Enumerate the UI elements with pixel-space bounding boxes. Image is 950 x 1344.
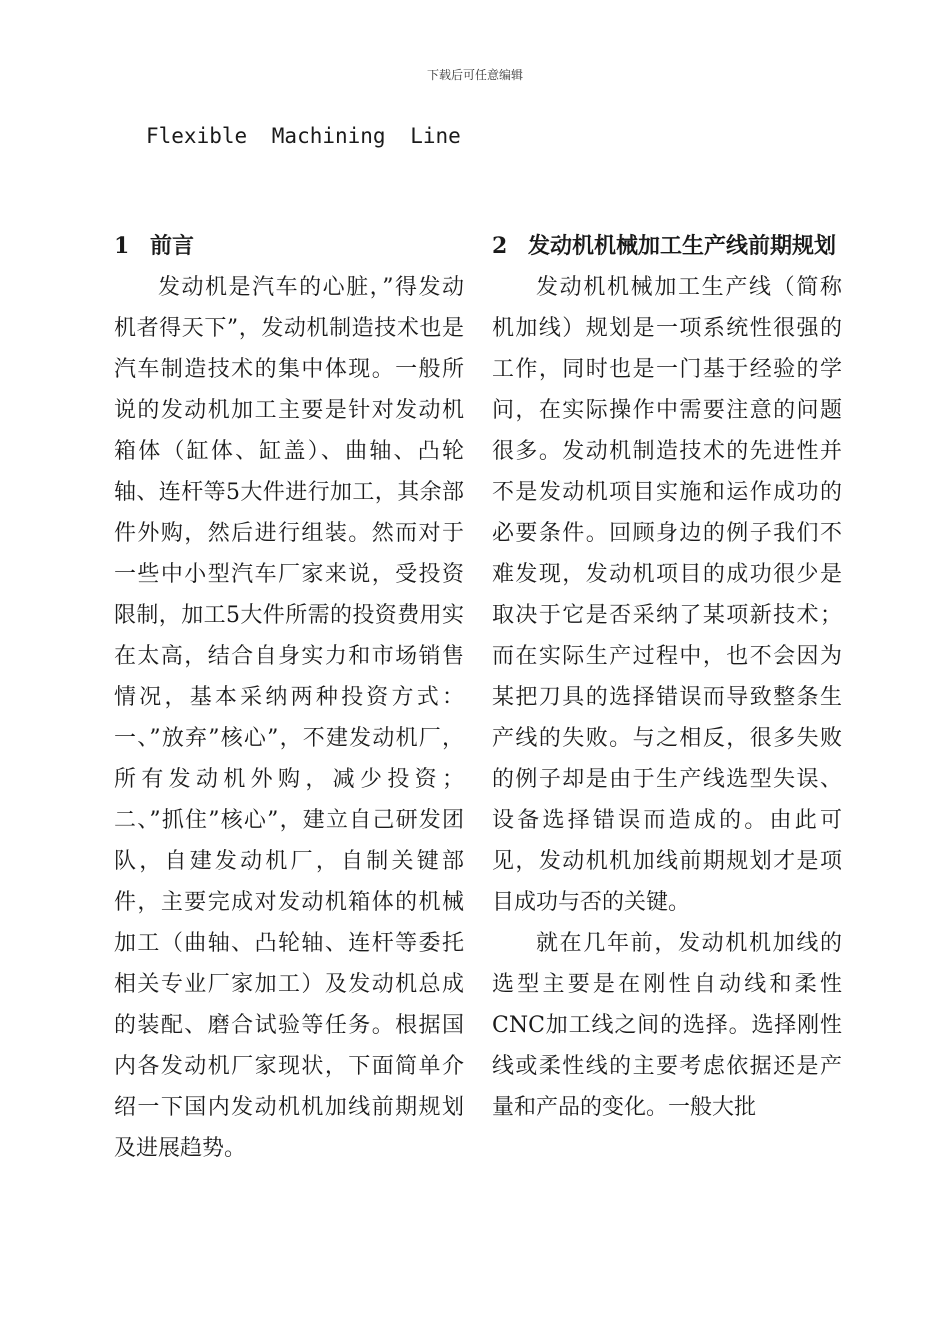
section-title: 发动机机械加工生产线前期规划 xyxy=(528,233,837,259)
section-title: 前言 xyxy=(150,233,195,259)
header-note: 下载后可任意编辑 xyxy=(426,68,523,82)
paragraph: 发动机机械加工生产线（简称机加线）规划是一项系统性很强的工作，同时也是一门基于经验的学问，在实际操作中需要注意的问题很多。发动机制造技术的先进性并不是发动机项目实施和运作成功的必要条件。回顾身边的例子我们不难发现，发动机项目的成功很少是取决于它是否采纳了某项新技术；而在实际生产过程中，也不会因为某把刀具的选择错误而导致整条生产线的失败。与之相反，很多失败的例子却是由于生产线选型失误、设备选择错误而造成的。由此可见，发动机机加线前期规划才是项目成功与否的关键。 xyxy=(492,275,842,915)
paragraph: 就在几年前，发动机机加线的选型主要是在刚性自动线和柔性CNC加工线之间的选择。选择刚性线或柔性线的主要考虑依据还是产量和产品的变化。一般大批 xyxy=(492,931,842,1120)
paragraph: 发动机是汽车的心脏，”得发动机者得天下”，发动机制造技术也是汽车制造技术的集中体现。一般所说的发动机加工主要是针对发动机箱体（缸体、缸盖）、曲轴、凸轮轴、连杆等5大件进行加工，其余部件外购，然后进行组装。然而对于一些中小型汽车厂家来说，受投资限制，加工5大件所需的投资费用实在太高，结合自身实力和市场销售情况，基本采纳两种投资方式：一、”放弃”核心”，不建发动机厂，所有发动机外购，减少投资；二、”抓住”核心”，建立自己研发团队，自建发动机厂，自制关键部件，主要完成对发动机箱体的机械加工（曲轴、凸轮轴、连杆等委托相关专业厂家加工）及发动机总成的装配、磨合试验等任务。根据国内各发动机厂家现状，下面简单介绍一下国内发动机机加线前期规划及进展趋势。 xyxy=(114,275,464,1161)
section-number: 2 xyxy=(492,233,508,259)
section-number: 1 xyxy=(114,233,130,259)
left-column xyxy=(114,226,464,1169)
section-heading xyxy=(114,226,464,267)
document-title: Flexible Machining Line xyxy=(146,124,461,148)
section-heading xyxy=(492,226,842,267)
right-column xyxy=(492,226,842,1128)
